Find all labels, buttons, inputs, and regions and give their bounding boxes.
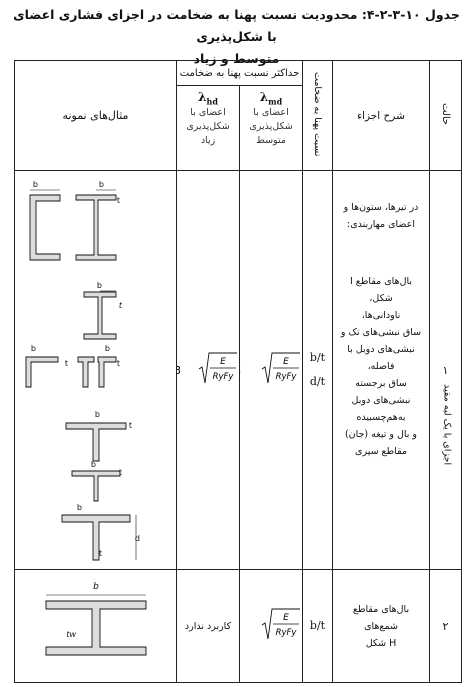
row1-case: ۱ [430, 171, 462, 570]
title-line-1: جدول ۱۰-۳-۲-۴: محدودیت نسبت پهنا به ضخامت در اجزای فشاری اعضای با شکل‌پذیری [13, 7, 460, 44]
tee-depth-section-icon [62, 515, 130, 560]
double-angle-back-icon [72, 471, 120, 501]
row1-md-formula [240, 347, 302, 391]
svg-text:RyFy: RyFy [275, 627, 297, 638]
row2-description [333, 570, 430, 683]
row2-ratio: b/t [303, 570, 333, 683]
svg-text:E: E [220, 356, 226, 367]
built-up-i-section-icon [84, 292, 116, 339]
row2-examples [15, 570, 177, 683]
header-lambda-md [240, 86, 303, 171]
svg-text:b: b [92, 581, 99, 592]
svg-text:b: b [30, 344, 36, 353]
i-section-icon [76, 195, 116, 260]
svg-text:0.45 [240, 621, 241, 633]
lambda-hd-desc: اعضای با شکل‌پذیری زیاد [186, 107, 230, 147]
svg-text:b: b [98, 180, 104, 189]
row1-hd-formula [177, 347, 239, 391]
lambda-md-desc: اعضای با شکل‌پذیری متوسط [249, 107, 293, 147]
row2-desc-body: بال‌های مقاطع شمع‌های H شکل [352, 603, 410, 649]
svg-text:E: E [283, 356, 289, 367]
svg-text:0.3: 3 [177, 364, 181, 377]
h-pile-section-icon [46, 601, 146, 655]
svg-text:b: b [104, 344, 110, 353]
row1-ratio: b/t d/t [303, 171, 333, 570]
row2-md-limit [240, 570, 303, 683]
svg-text:b: b [76, 503, 82, 512]
header-ratio: نسبت پهنا به ضخامت [303, 61, 333, 171]
svg-text:0.38 [240, 365, 241, 377]
svg-text:b: b [90, 460, 96, 469]
header-lambda-hd [177, 86, 240, 171]
limits-table [14, 60, 462, 683]
lambda-hd-symbol: $\lambda_{hd}$ [198, 90, 218, 107]
header-case: حالت [430, 61, 462, 171]
svg-text:RyFy: RyFy [212, 371, 234, 382]
row2-sections-drawing [16, 571, 176, 679]
row1-hd-limit [177, 171, 240, 570]
header-examples: مثال‌های نمونه [15, 61, 177, 171]
row2-case: ۲ [430, 570, 462, 683]
row1-md-limit [240, 171, 303, 570]
svg-text:t: t [116, 196, 120, 205]
svg-text:d: d [134, 534, 140, 543]
double-angle-spaced-icon [78, 357, 116, 387]
svg-text:b: b [96, 281, 102, 290]
svg-text:E: E [283, 612, 289, 623]
svg-text:t: t [118, 468, 122, 477]
row1-description [333, 171, 430, 570]
channel-section-icon [30, 195, 60, 260]
row1-examples [15, 171, 177, 570]
svg-text:t: t [64, 359, 68, 368]
svg-text:t: t [98, 549, 102, 558]
header-description: شرح اجزاء [333, 61, 430, 171]
row2-md-formula [240, 603, 302, 647]
lambda-md-symbol: $\lambda_{md}$ [259, 90, 283, 107]
svg-text:tw: tw [65, 629, 76, 639]
t-section-icon [66, 423, 126, 461]
title-line-2: متوسط و زیاد [193, 51, 280, 66]
single-angle-icon [26, 357, 58, 387]
svg-text:t: t [116, 359, 120, 368]
row1-desc-intro: در تیرها، ستون‌ها و اعضای مهاربندی: [343, 202, 419, 230]
svg-text:b: b [32, 180, 38, 189]
row1-desc-body: بال‌های مقاطع I شکل، ناودانی‌ها، ساق نبشی‌های تک و نبشی‌های دوبل با فاصله، ساق برجسته نبشی‌های دوبل به‌هم‌چسبیده و بال و تیغه (جان) مقاطع سپری [340, 276, 422, 457]
svg-text:RyFy: RyFy [275, 371, 297, 382]
svg-text:t: t [128, 421, 132, 430]
svg-text:b: b [94, 410, 100, 419]
svg-text:t: t [118, 301, 122, 310]
header-max-ratio: حداکثر نسبت پهنا به ضخامت [177, 61, 303, 86]
row1-sections-drawing [16, 171, 176, 566]
group-label: اجزای با یک لبه مقید [441, 384, 453, 466]
row2-hd-limit: کاربرد ندارد [177, 570, 240, 683]
